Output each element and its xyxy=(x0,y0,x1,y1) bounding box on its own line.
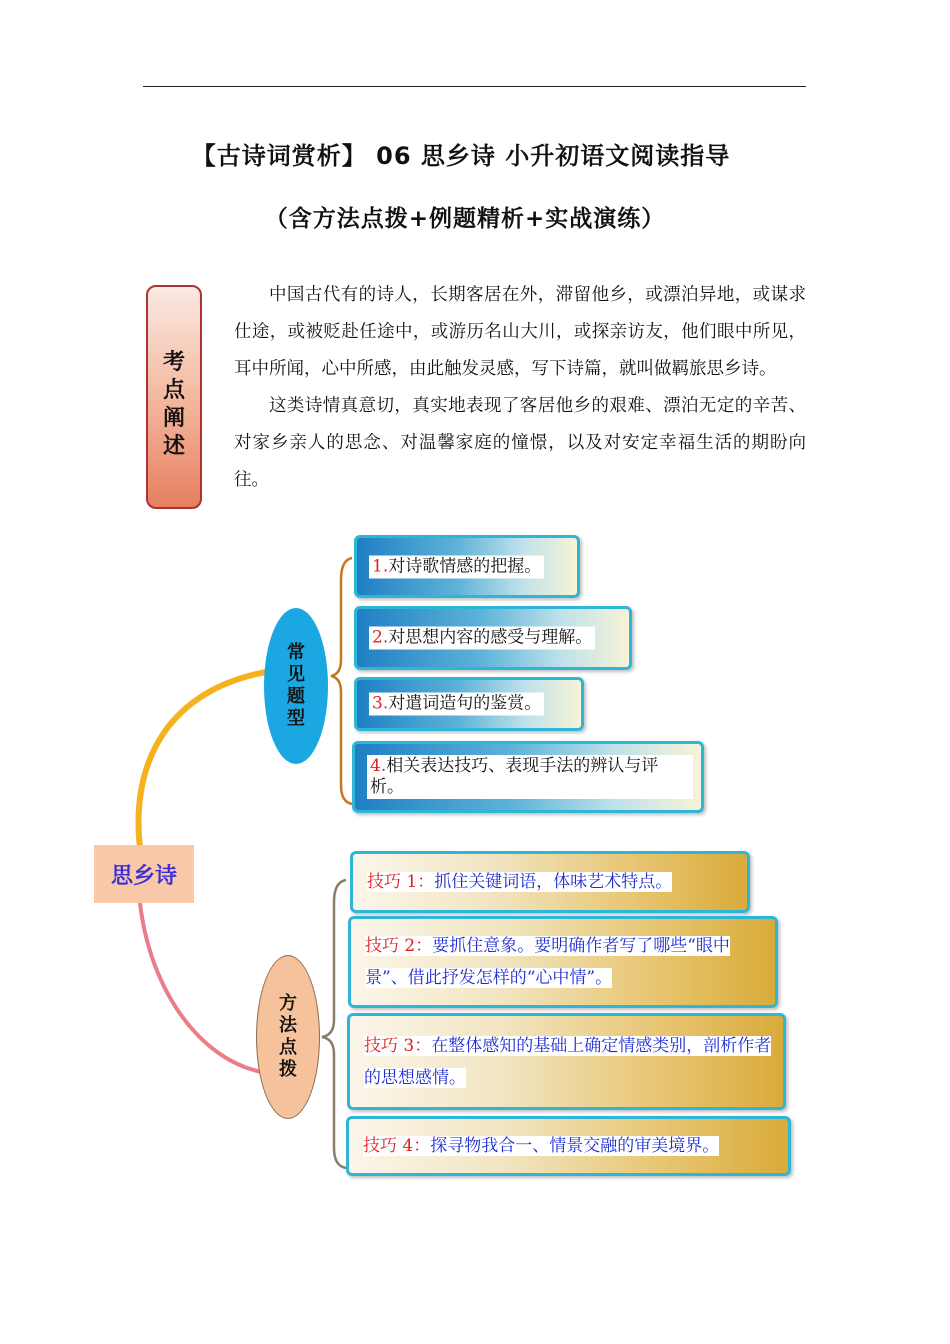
branch-char: 法 xyxy=(279,1015,297,1036)
branch-method-tips xyxy=(256,955,320,1119)
question-type-item xyxy=(354,677,584,731)
bracket-branch2 xyxy=(322,880,346,1168)
branch-question-types xyxy=(264,608,328,764)
branch-char: 点 xyxy=(279,1037,297,1058)
item-number: 1. xyxy=(372,556,389,576)
item-text: 对遣词造句的鉴赏。 xyxy=(388,693,542,714)
item-text: 对诗歌情感的把握。 xyxy=(388,556,542,576)
method-tip-item xyxy=(350,851,750,913)
method-tip-item xyxy=(348,916,778,1008)
tip-text: 抓住关键词语，体味艺术特点。 xyxy=(434,872,673,892)
connector-root-branch1 xyxy=(139,672,266,848)
page-subtitle: （含方法点拨+例题精析+实战演练） xyxy=(264,206,666,232)
item-text: 对思想内容的感受与理解。 xyxy=(388,627,593,648)
tip-label: 技巧 1： xyxy=(367,872,435,892)
tip-text: 在整体感知的基础上确定情感类别，剖析作者的思想感情。 xyxy=(364,1035,772,1088)
branch-char: 常 xyxy=(287,642,305,663)
branch-char: 型 xyxy=(287,708,305,729)
item-number: 3. xyxy=(372,693,389,714)
branch-char: 方 xyxy=(279,993,297,1014)
branch-char: 见 xyxy=(287,664,305,685)
kaodian-char: 考 xyxy=(162,350,185,375)
kaodian-char: 阐 xyxy=(162,406,185,431)
tip-label: 技巧 3： xyxy=(364,1035,432,1056)
method-tip-item xyxy=(347,1013,786,1110)
item-text: 相关表达技巧、表现手法的辨认与评析。 xyxy=(370,756,659,797)
method-tip-item xyxy=(346,1116,791,1176)
kaodian-char: 述 xyxy=(162,434,185,459)
question-type-item xyxy=(352,741,704,813)
item-number: 4. xyxy=(370,756,387,776)
intro-paragraph-1: 中国古代有的诗人，长期客居在外，滞留他乡，或漂泊异地，或谋求仕途，或被贬赴任途中，或游历名山大川，或探亲访友，他们眼中所见，耳中所闻，心中所感，由此触发灵感，写下诗篇，就叫做羁旅思乡诗。 xyxy=(234,285,806,379)
tip-text: 探寻物我合一、情景交融的审美境界。 xyxy=(430,1136,720,1156)
tip-label: 技巧 4： xyxy=(363,1136,431,1156)
mindmap-root: 思乡诗 xyxy=(94,845,194,903)
question-type-item xyxy=(354,606,632,670)
branch-char: 拨 xyxy=(279,1059,297,1080)
item-number: 2. xyxy=(372,627,389,648)
branch-char: 题 xyxy=(287,686,305,707)
tip-label: 技巧 2： xyxy=(365,936,433,956)
bracket-branch1 xyxy=(331,558,352,804)
kaodian-char: 点 xyxy=(162,378,185,403)
tip-text: 要抓住意象。要明确作者写了哪些“眼中景”、借此抒发怎样的“心中情”。 xyxy=(365,936,730,988)
connector-root-branch2 xyxy=(140,903,262,1072)
question-type-item xyxy=(354,535,580,598)
page-title: 【古诗词赏析】 06 思乡诗 小升初语文阅读指导 xyxy=(191,142,731,170)
intro-paragraph-2: 这类诗情真意切，真实地表现了客居他乡的艰难、漂泊无定的辛苦、对家乡亲人的思念、对温馨家庭的憧憬，以及对安定幸福生活的期盼向往。 xyxy=(234,396,806,490)
